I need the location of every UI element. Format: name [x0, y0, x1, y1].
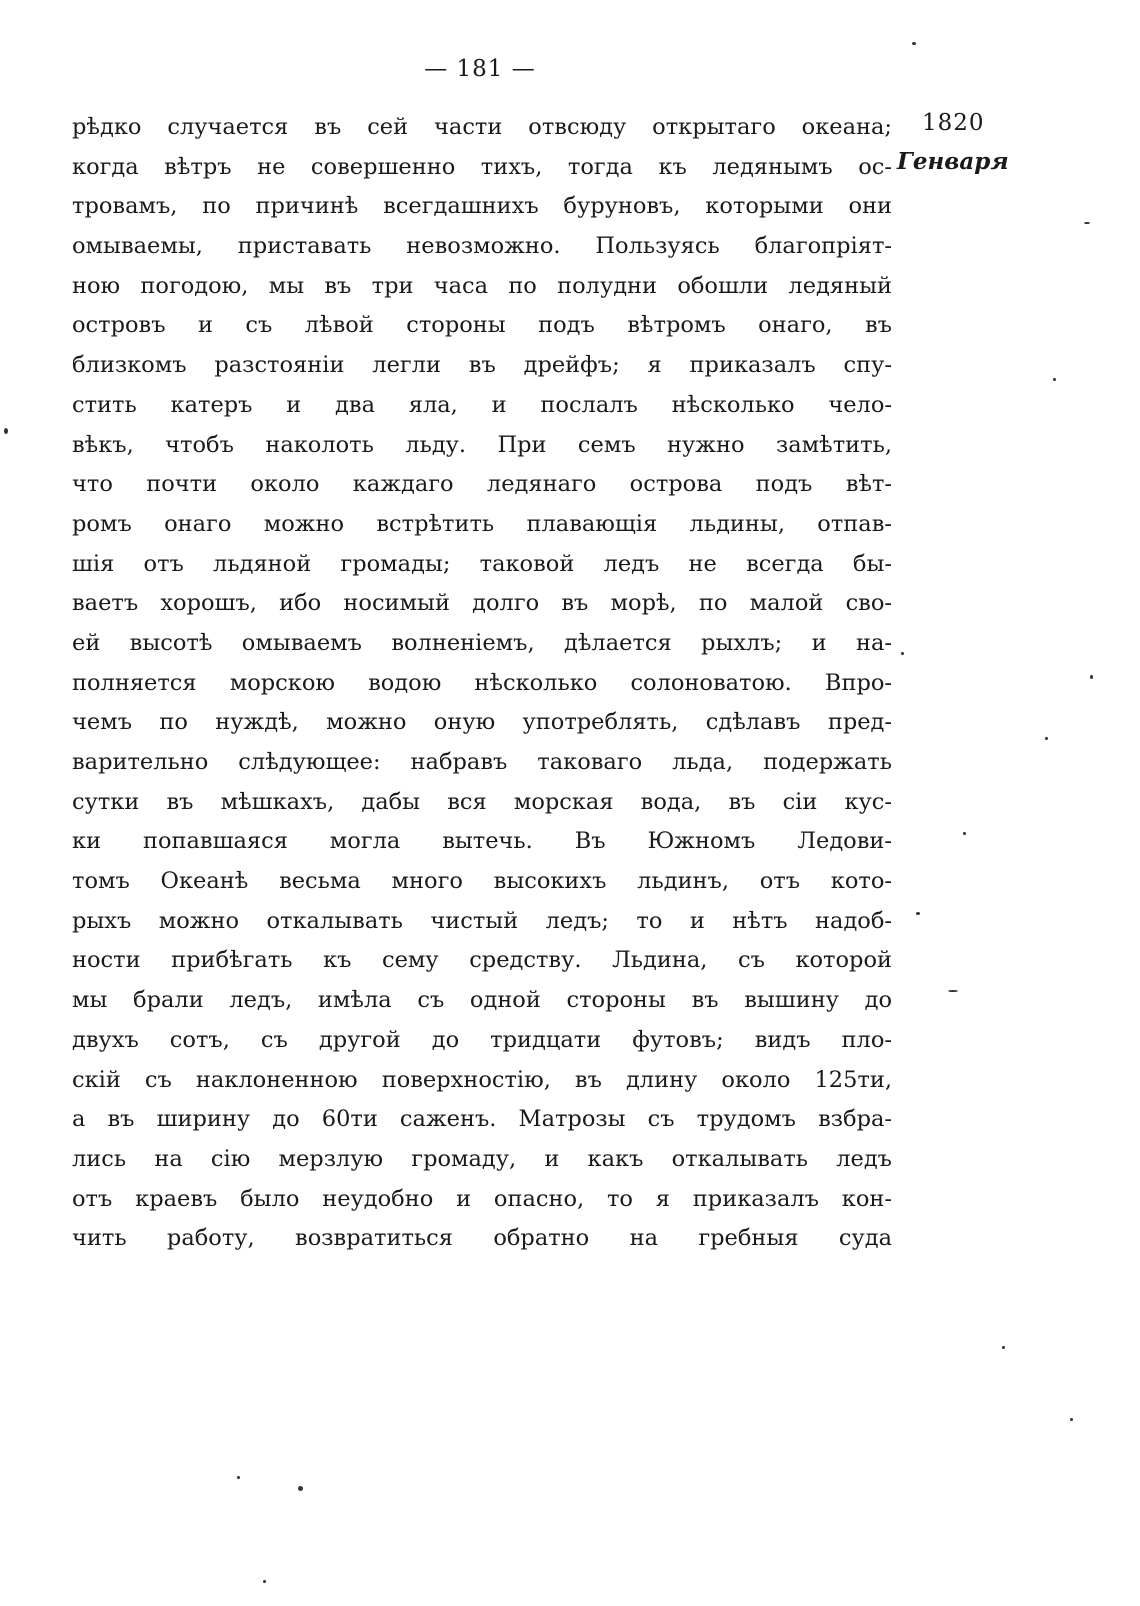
- text-line: ей высотѣ омываемъ волненіемъ, дѣлается рыхлъ; и на-: [72, 629, 892, 656]
- scan-speck: [263, 1580, 266, 1583]
- text-line: мы брали ледъ, имѣла съ одной стороны въ вышину до: [72, 987, 892, 1014]
- scan-speck: [963, 832, 966, 835]
- text-line: а въ ширину до 60ти саженъ. Матрозы съ трудомъ взбра-: [72, 1106, 892, 1133]
- body-text: [72, 108, 892, 1259]
- text-line: рыхъ можно откалывать чистый ледъ; то и нѣтъ надоб-: [72, 907, 892, 934]
- text-line: когда вѣтръ не совершенно тихъ, тогда къ ледянымъ ос-: [72, 153, 892, 180]
- scan-speck: [1070, 1418, 1073, 1421]
- text-line: рѣдко случается въ сей части отвсюду открытаго океана;: [72, 114, 892, 140]
- text-line: стить катеръ и два яла, и послалъ нѣсколько чело-: [72, 391, 892, 418]
- scan-speck: [1045, 737, 1048, 740]
- text-line: лись на сію мерзлую громаду, и какъ откалывать ледъ: [72, 1145, 892, 1172]
- text-line: островъ и съ лѣвой стороны подъ вѣтромъ онаго, въ: [72, 312, 892, 339]
- scan-speck: [1090, 675, 1093, 679]
- text-line: отъ краевъ было неудобно и опасно, то я приказалъ кон-: [72, 1185, 892, 1212]
- margin-note-month: Генваря: [897, 148, 1009, 175]
- text-line: что почти около каждаго ледянаго острова подъ вѣт-: [72, 471, 892, 498]
- text-line: варительно слѣдующее: набравъ таковаго льда, подержать: [72, 749, 892, 775]
- scan-speck: [916, 912, 920, 915]
- text-line: полняется морскою водою нѣсколько солоноватою. Впро-: [72, 669, 892, 696]
- scan-speck: [1002, 1346, 1005, 1349]
- text-line: омываемы, приставать невозможно. Пользуясь благопріят-: [72, 233, 892, 260]
- scan-speck: [912, 42, 916, 45]
- scan-speck: [4, 428, 8, 434]
- scan-speck: [901, 652, 904, 655]
- scan-speck: [237, 1476, 240, 1479]
- text-line: двухъ сотъ, съ другой до тридцати футовъ; видъ пло-: [72, 1026, 892, 1053]
- text-line: ромъ онаго можно встрѣтить плавающія льдины, отпав-: [72, 510, 892, 537]
- text-line: шія отъ льдяной громады; таковой ледъ не всегда бы-: [72, 550, 892, 577]
- margin-note-year: 1820: [922, 110, 985, 136]
- text-line: чить работу, возвратиться обратно на гребныя суда: [72, 1225, 892, 1252]
- scan-speck: [1053, 378, 1056, 381]
- text-line: ки попавшаяся могла вытечь. Въ Южномъ Ледови-: [72, 828, 892, 855]
- scan-speck: [948, 990, 958, 992]
- scan-speck: [1084, 222, 1090, 224]
- text-line: ности прибѣгать къ сему средству. Льдина, съ которой: [72, 947, 892, 974]
- text-line: чемъ по нуждѣ, можно оную употреблять, сдѣлавъ пред-: [72, 709, 892, 736]
- text-line: ваетъ хорошъ, ибо носимый долго въ морѣ, по малой сво-: [72, 590, 892, 617]
- page-number: — 181 —: [424, 56, 536, 82]
- scan-speck: [298, 1486, 303, 1491]
- text-line: скій съ наклоненною поверхностію, въ длину около 125ти,: [72, 1066, 892, 1093]
- text-line: сутки въ мѣшкахъ, дабы вся морская вода, въ сіи кус-: [72, 788, 892, 815]
- text-line: томъ Океанѣ весьма много высокихъ льдинъ, отъ кото-: [72, 868, 892, 895]
- text-line: тровамъ, по причинѣ всегдашнихъ буруновъ, которыми они: [72, 193, 892, 220]
- text-line: близкомъ разстояніи легли въ дрейфъ; я приказалъ спу-: [72, 352, 892, 379]
- text-line: вѣкъ, чтобъ наколоть льду. При семъ нужно замѣтить,: [72, 431, 892, 458]
- text-line: ною погодою, мы въ три часа по полудни обошли ледяный: [72, 272, 892, 299]
